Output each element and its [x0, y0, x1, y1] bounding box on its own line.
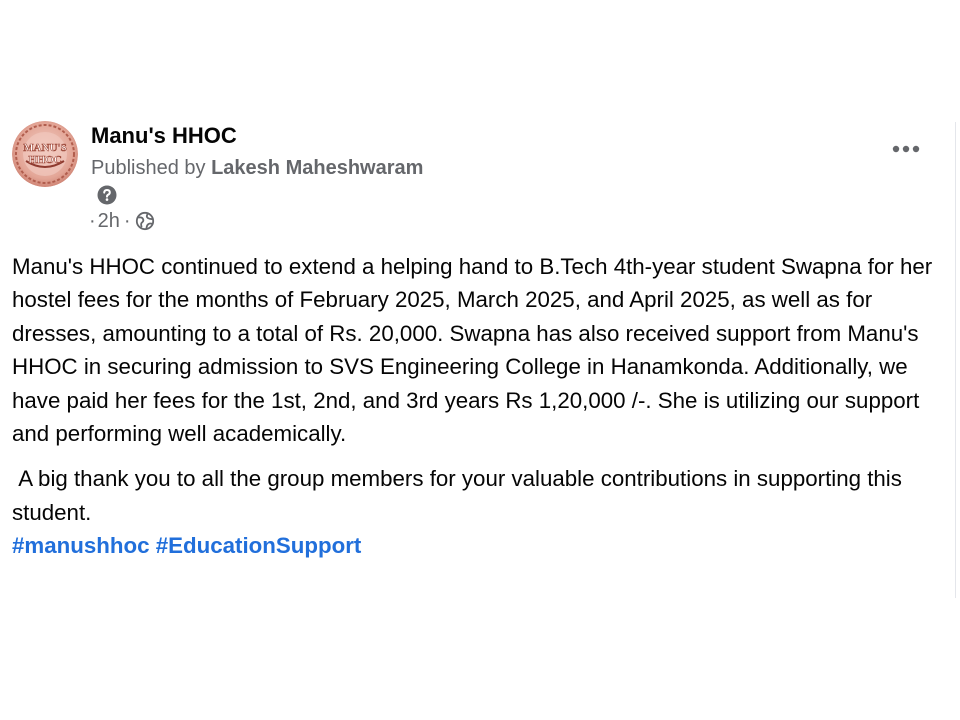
more-horizontal-icon	[892, 145, 920, 153]
post-paragraph-2-text: A big thank you to all the group members for your valuable contributions in supporting this student.	[12, 466, 902, 525]
publisher-name-link[interactable]: Lakesh Maheshwaram	[211, 157, 424, 179]
meta-separator-2: ·	[123, 209, 131, 232]
feed-scroll-edge	[955, 122, 956, 598]
page-name-link[interactable]: Manu's HHOC	[91, 123, 237, 148]
post-paragraph-1: Manu's HHOC continued to extend a helping hand to B.Tech 4th-year student Swapna for her hostel fees for the months of February 2025, March 2025, and April 2025, as well as for dresses, amounting to a total of Rs. 20,000. Swapna has also received support from Manu's HHOC in securing admission to SVS Engineering College in Hanamkonda. Additionally, we have paid her fees for the 1st, 2nd, and 3rd years Rs 1,20,000 /-. She is utilizing our support and performing well academically.	[12, 254, 933, 447]
hashtag-link-educationsupport[interactable]: #EducationSupport	[155, 533, 362, 559]
published-by-label: Published by	[91, 157, 206, 179]
hashtag-link-manushhoc[interactable]: #manushhoc	[12, 533, 150, 559]
hashtag-list	[12, 529, 942, 562]
avatar-logo-icon	[12, 121, 78, 187]
meta-separator: ·	[89, 209, 96, 232]
avatar-text-line1: MANU'S	[23, 142, 67, 154]
page-avatar[interactable]	[12, 121, 78, 187]
post-paragraph-2	[12, 462, 942, 529]
published-by-line	[91, 156, 423, 180]
globe-icon[interactable]	[135, 211, 155, 231]
avatar-text-line2: HHOC	[28, 154, 62, 166]
question-circle-icon[interactable]	[97, 185, 117, 205]
post-body	[12, 250, 942, 563]
post-meta	[89, 209, 155, 233]
post-timestamp-link[interactable]: 2h	[97, 209, 120, 232]
more-options-button[interactable]	[886, 134, 926, 164]
